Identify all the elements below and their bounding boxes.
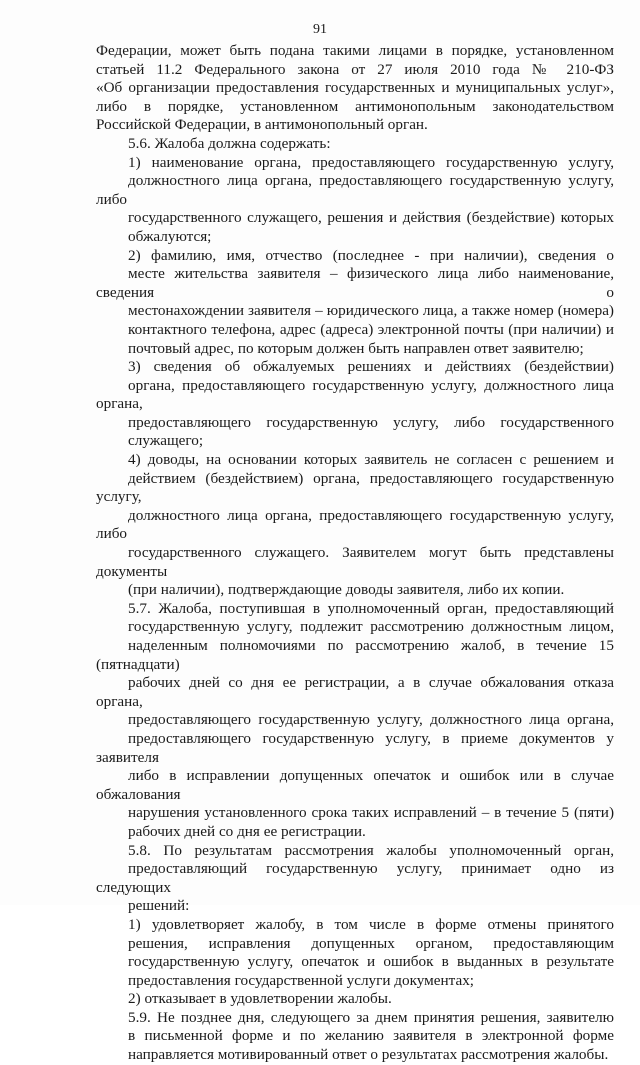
- text-line: либо в порядке, установленном антимонопольным законодательством: [96, 97, 614, 115]
- text-line: статьей 11.2 Федерального закона от 27 июля 2010 года № 210-ФЗ: [96, 60, 614, 78]
- text-line: Российской Федерации, в антимонопольный орган.: [96, 116, 428, 134]
- text-line: решений:: [128, 897, 190, 915]
- paragraph: [96, 600, 614, 842]
- paragraph: [96, 990, 614, 1009]
- text-line: органа, предоставляющего государственную услугу, должностного лица органа,: [96, 376, 614, 413]
- text-line: 4) доводы, на основании которых заявитель не согласен с решением и: [128, 451, 614, 469]
- text-line: рабочих дней со дня ее регистрации.: [128, 822, 366, 840]
- text-line: государственного служащего. Заявителем могут быть представлены документы: [96, 544, 614, 580]
- paragraph: [96, 135, 614, 154]
- text-line: 5.6. Жалоба должна содержать:: [128, 134, 331, 152]
- text-line: государственную услугу, подлежит рассмотрению должностным лицом,: [128, 618, 614, 636]
- text-line: решения, исправления допущенных органом, предоставляющим: [128, 934, 614, 952]
- text-line: государственного служащего, решения и действия (бездействие) которых: [128, 209, 614, 227]
- paragraph: [96, 247, 614, 359]
- text-line: контактного телефона, адрес (адреса) электронной почты (при наличии) и: [128, 320, 614, 338]
- text-line: предоставляющего государственную услугу, в приеме документов у заявителя: [96, 729, 614, 766]
- document-body: [96, 42, 614, 1065]
- text-line: 2) отказывает в удовлетворении жалобы.: [128, 990, 392, 1008]
- text-line: 5.7. Жалоба, поступившая в уполномоченный орган, предоставляющий: [128, 599, 614, 617]
- text-line: 5.8. По результатам рассмотрения жалобы уполномоченный орган,: [128, 841, 614, 859]
- text-line: «Об организации предоставления государственных и муниципальных услуг»,: [96, 79, 614, 97]
- text-line: предоставляющий государственную услугу, принимает одно из следующих: [96, 860, 614, 896]
- text-line: должностного лица органа, предоставляющего государственную услугу, либо: [96, 506, 614, 543]
- text-line: предоставляющего государственную услугу, либо государственного: [128, 413, 614, 431]
- text-line: 2) фамилию, имя, отчество (последнее - при наличии), сведения о: [128, 246, 614, 264]
- paragraph: [96, 154, 614, 247]
- text-line: либо в исправлении допущенных опечаток и ошибок или в случае обжалования: [96, 767, 614, 803]
- text-line: Федерации, может быть подана такими лицами в порядке, установленном: [96, 42, 614, 59]
- paragraph: [96, 42, 614, 135]
- text-line: предоставления государственной услуги документах;: [128, 971, 475, 989]
- text-line: 3) сведения об обжалуемых решениях и действиях (бездействии): [128, 358, 614, 376]
- text-line: обжалуются;: [128, 227, 212, 245]
- text-line: нарушения установленного срока таких исправлений – в течение 5 (пяти): [128, 804, 614, 822]
- paragraph: [96, 451, 614, 600]
- text-line: (при наличии), подтверждающие доводы заявителя, либо их копии.: [128, 581, 565, 599]
- text-line: государственную услугу, опечаток и ошибок в выданных в результате: [128, 953, 614, 971]
- paragraph: [96, 916, 614, 990]
- text-line: месте жительства заявителя – физического лица либо наименование, сведения о: [96, 265, 614, 301]
- paragraph: [96, 1009, 614, 1065]
- text-line: предоставляющего государственную услугу, должностного лица органа,: [128, 711, 614, 729]
- text-line: действием (бездействием) органа, предоставляющего государственную услугу,: [96, 469, 614, 506]
- paragraph: [96, 358, 614, 451]
- text-line: 1) наименование органа, предоставляющего государственную услугу,: [128, 153, 614, 171]
- page-number: 91: [313, 22, 327, 37]
- text-line: в письменной форме и по желанию заявителя в электронной форме: [128, 1027, 614, 1045]
- text-line: почтовый адрес, по которым должен быть направлен ответ заявителю;: [128, 339, 584, 357]
- text-line: рабочих дней со дня ее регистрации, а в случае обжалования отказа органа,: [96, 674, 614, 710]
- text-line: наделенным полномочиями по рассмотрению жалоб, в течение 15 (пятнадцати): [96, 637, 614, 673]
- text-line: 1) удовлетворяет жалобу, в том числе в форме отмены принятого: [128, 915, 614, 933]
- text-line: местонахождении заявителя – юридического лица, а также номер (номера): [128, 302, 614, 320]
- text-line: направляется мотивированный ответ о результатах рассмотрения жалобы.: [128, 1046, 609, 1064]
- text-line: 5.9. Не позднее дня, следующего за днем принятия решения, заявителю: [128, 1008, 614, 1026]
- text-line: должностного лица органа, предоставляющего государственную услугу, либо: [96, 172, 614, 208]
- text-line: служащего;: [128, 432, 204, 450]
